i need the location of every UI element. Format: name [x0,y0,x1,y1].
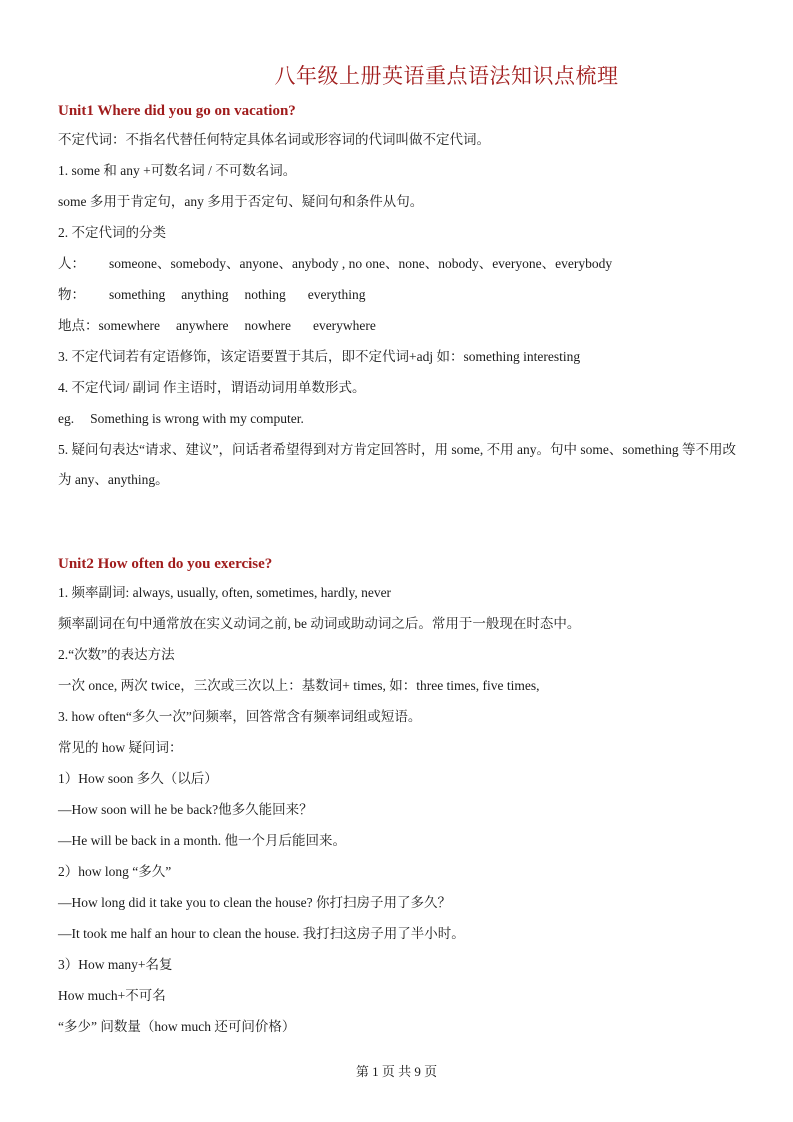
unit2-sub-3-meaning: “多少” 问数量（how much 还可问价格） [58,1019,296,1034]
unit2-sub-2: 2）how long “多久” [58,864,172,879]
thing-item: everything [307,287,366,302]
unit1-definition: 不定代词：不指名代替任何特定具体名词或形容词的代词叫做不定代词。 [58,132,490,147]
thing-item: anything [181,287,229,302]
unit2-point-2: 2.“次数”的表达方法 [58,647,175,662]
unit2-sub-2-question: —How long did it take you to clean the house? 你打扫房子用了多久？ [58,895,451,910]
unit2-sub-1: 1）How soon 多久（以后） [58,771,218,786]
unit1-point-3: 3. 不定代词若有定语修饰，该定语要置于其后，即不定代词+adj 如：something interesting [58,349,581,364]
page-title: 八年级上册英语重点语法知识点梳理 [274,64,619,88]
person-label: 人： [58,256,85,271]
unit1-point-2: 2. 不定代词的分类 [58,225,166,240]
place-item: anywhere [175,318,229,333]
unit1-point-4: 4. 不定代词/ 副词 作主语时，谓语动词用单数形式。 [58,380,366,395]
unit2-heading: Unit2 How often do you exercise? [58,556,273,572]
thing-item: nothing [244,287,286,302]
unit2-point-3: 3. how often“多久一次”问频率，回答常含有频率词组或短语。 [58,709,422,724]
thing-item: something [109,287,166,302]
place-item: nowhere [244,318,291,333]
unit1-heading: Unit1 Where did you go on vacation? [58,103,296,119]
unit2-sub-1-question: —How soon will he be back?他多久能回来？ [58,802,313,817]
unit2-sub-2-answer: —It took me half an hour to clean the house. 我打扫这房子用了半小时。 [58,926,465,941]
page-number-footer: 第 1 页 共 9 页 [355,1064,438,1079]
place-item: everywhere [312,318,376,333]
unit1-example [58,409,748,429]
unit2-point-2-note: 一次 once, 两次 twice，三次或三次以上：基数词+ times, 如：three times, five times, [58,678,540,693]
unit1-point-1-note: some 多用于肯定句，any 多用于否定句、疑问句和条件从句。 [58,194,424,209]
example-text: Something is wrong with my computer. [90,411,304,426]
unit2-point-1: 1. 频率副词: always, usually, often, sometimes, hardly, never [58,585,392,600]
thing-label: 物： [58,287,85,302]
unit2-sub-3-note: How much+不可名 [58,988,166,1003]
unit1-person-row [58,254,748,274]
unit1-place-row [58,316,748,336]
unit2-sub-1-answer: —He will be back in a month. 他一个月后能回来。 [58,833,346,848]
place-item: somewhere [98,318,160,333]
unit2-sub-3: 3）How many+名复 [58,957,173,972]
person-items: someone、somebody、anyone、anybody , no one、none、nobody、everyone、everybody [109,256,613,271]
unit2-point-1-note: 频率副词在句中通常放在实义动词之前, be 动词或助动词之后。常用于一般现在时态中。 [58,616,581,631]
example-label: eg. [58,411,75,426]
unit1-point-5: 5. 疑问句表达“请求、建议”，问话者希望得到对方肯定回答时，用 some, 不用 any。句中 some、something 等不用改为 any、anything。 [58,442,736,487]
unit2-point-3-note: 常见的 how 疑问词： [58,740,183,755]
place-label: 地点： [58,318,99,333]
unit1-point-1: 1. some 和 any +可数名词 / 不可数名词。 [58,163,297,178]
unit1-thing-row [58,285,748,305]
